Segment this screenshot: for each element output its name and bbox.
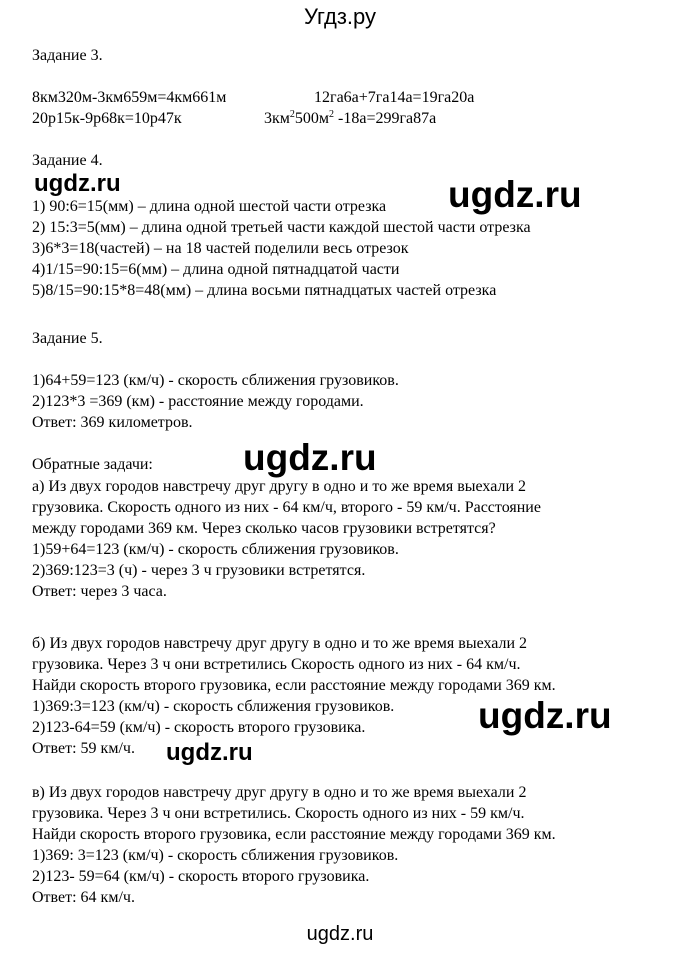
task3-title: Задание 3.: [32, 47, 103, 64]
inverse-c-line: в) Из двух городов навстречу друг другу в одно и то же время выехали 2: [32, 784, 527, 801]
inverse-b-line: б) Из двух городов навстречу друг другу в одно и то же время выехали 2: [32, 635, 528, 652]
watermark: ugdz.ru: [34, 170, 121, 197]
task5-answer: Ответ: 369 километров.: [32, 414, 193, 431]
inverse-title: Обратные задачи:: [32, 456, 153, 473]
inverse-task-a: [32, 477, 541, 602]
eq4-part-c: -18а=299га87а: [334, 110, 437, 127]
watermark: ugdz.ru: [166, 739, 253, 766]
task4-title: Задание 4.: [32, 152, 103, 169]
inverse-b-answer: Ответ: 59 км/ч.: [32, 740, 135, 757]
inverse-c-line: 2)123- 59=64 (км/ч) - скорость второго грузовика.: [32, 868, 370, 885]
task4-line: 3)6*3=18(частей) – на 18 частей поделили весь отрезок: [32, 240, 409, 257]
task3-equation-2: 12га6а+7га14а=19га20а: [314, 89, 475, 106]
inverse-a-line: грузовика. Скорость одного из них - 64 км/ч, второго - 59 км/ч. Расстояние: [32, 499, 541, 516]
task3-equation-4: [264, 109, 436, 129]
task5-solution: [32, 371, 399, 433]
task5-line: 2)123*3 =369 (км) - расстояние между городами.: [32, 393, 364, 410]
inverse-task-c: [32, 783, 556, 908]
watermark: ugdz.ru: [448, 174, 582, 215]
inverse-c-line: Найди скорость второго грузовика, если расстояние между городами 369 км.: [32, 826, 556, 843]
task4-line: 1) 90:6=15(мм) – длина одной шестой части отрезка: [32, 198, 387, 215]
task5-title: Задание 5.: [32, 330, 103, 347]
task4-line: 5)8/15=90:15*8=48(мм) – длина восьми пятнадцатых частей отрезка: [32, 282, 497, 299]
inverse-a-line: 1)59+64=123 (км/ч) - скорость сближения грузовиков.: [32, 541, 399, 558]
task4-line: 4)1/15=90:15=6(мм) – длина одной пятнадцатой части: [32, 261, 400, 278]
inverse-a-line: 2)369:123=3 (ч) - через 3 ч грузовики встретятся.: [32, 562, 366, 579]
inverse-a-line: между городами 369 км. Через сколько часов грузовики встретятся?: [32, 520, 496, 537]
task4-line: 2) 15:3=5(мм) – длина одной третьей части каждой шестой части отрезка: [32, 219, 531, 236]
inverse-a-line: а) Из двух городов навстречу друг другу в одно и то же время выехали 2: [32, 478, 526, 495]
inverse-b-line: 1)369:3=123 (км/ч) - скорость сближения грузовиков.: [32, 698, 395, 715]
watermark: ugdz.ru: [243, 437, 377, 478]
eq4-sup-b: 2: [329, 109, 335, 120]
inverse-c-line: 1)369: 3=123 (км/ч) - скорость сближения грузовиков.: [32, 847, 399, 864]
task5-line: 1)64+59=123 (км/ч) - скорость сближения грузовиков.: [32, 372, 399, 389]
footer-site: ugdz.ru: [306, 923, 374, 945]
eq4-part-a: 3км: [264, 110, 290, 127]
site-title: Угдз.ру: [303, 4, 377, 29]
task3-equation-1: 8км320м-3км659м=4км661м: [32, 89, 227, 106]
watermark: ugdz.ru: [478, 695, 612, 736]
inverse-b-line: грузовика. Через 3 ч они встретились Скорость одного из них - 64 км/ч.: [32, 656, 521, 673]
inverse-c-line: грузовика. Через 3 ч они встретились. Скорость одного из них - 59 км/ч.: [32, 805, 525, 822]
inverse-c-answer: Ответ: 64 км/ч.: [32, 889, 135, 906]
inverse-b-line: 2)123-64=59 (км/ч) - скорость второго грузовика.: [32, 719, 366, 736]
task3-equation-3: 20р15к-9р68к=10р47к: [32, 110, 182, 127]
eq4-sup-a: 2: [289, 109, 295, 120]
eq4-part-b: 500м: [294, 110, 330, 127]
inverse-b-line: Найди скорость второго грузовика, если расстояние между городами 369 км.: [32, 677, 556, 694]
inverse-a-answer: Ответ: через 3 часа.: [32, 583, 167, 600]
